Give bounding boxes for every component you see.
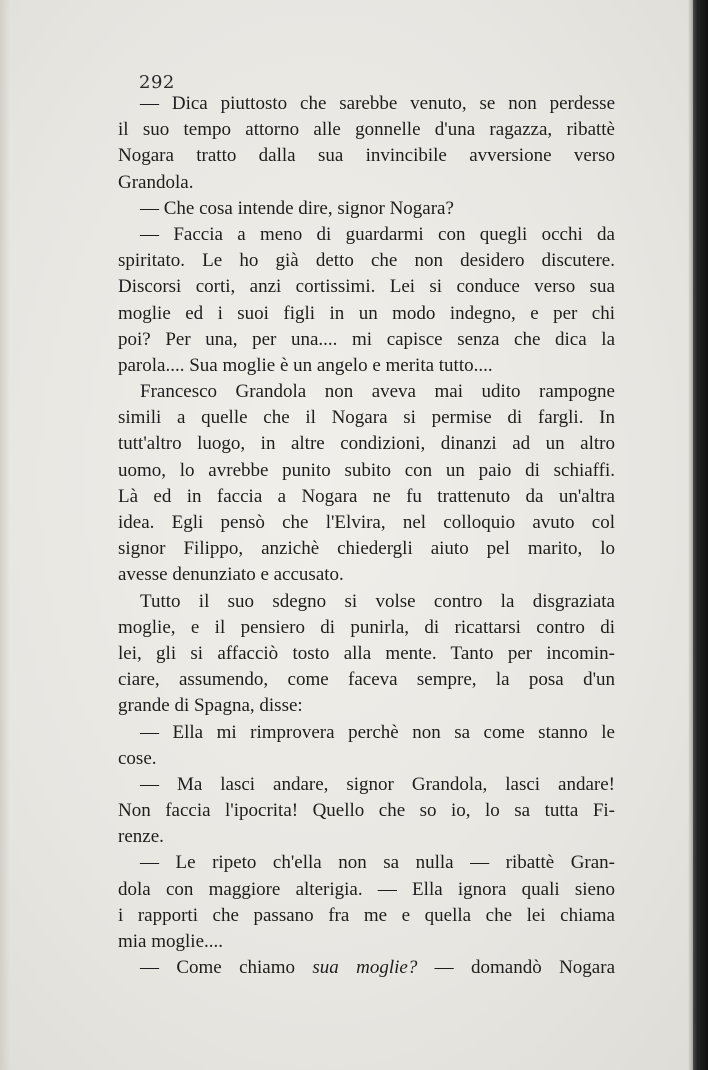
text-line: — Dica piuttosto che sarebbe venuto, se non perdesse	[140, 93, 615, 114]
text-line: Discorsi corti, anzi cortissimi. Lei si conduce verso sua	[118, 276, 615, 298]
paragraph	[118, 720, 615, 772]
text-line: — Ma lasci andare, signor Grandola, lasci andare!	[140, 773, 615, 795]
text-line: renze.	[118, 826, 164, 848]
text-line: dola con maggiore alterigia. — Ella ignora quali sieno	[118, 878, 615, 900]
text-line: — Le ripeto ch'ella non sa nulla — ribattè Gran-	[140, 852, 615, 874]
text-line: poi? Per una, per una.... mi capisce senza che dica la	[118, 328, 615, 350]
text-line: i rapporti che passano fra me e quella che lei chiama	[118, 904, 615, 926]
final-line-italic: sua moglie?	[312, 957, 418, 979]
text-line: Là ed in faccia a Nogara ne fu trattenuto da un'altra	[118, 485, 615, 507]
final-line-before: — Come chiamo	[140, 957, 313, 979]
page-edge-shadow	[0, 0, 10, 1070]
text-line: spiritato. Le ho già detto che non desidero discutere.	[118, 250, 615, 272]
text-line-final	[118, 955, 615, 981]
paragraph	[118, 222, 615, 379]
paragraph	[118, 589, 615, 720]
text-line: moglie ed i suoi figli in un modo indegno, e per chi	[118, 302, 615, 324]
text-line: Grandola.	[118, 171, 194, 193]
paragraph	[118, 772, 615, 851]
text-line: simili a quelle che il Nogara si permise di fargli. In	[118, 407, 615, 429]
final-line-after: — domandò Nogara	[417, 957, 615, 979]
text-line: Nogara tratto dalla sua invincibile avversione verso	[118, 145, 615, 167]
book-binding-edge	[693, 0, 708, 1070]
text-line: idea. Egli pensò che l'Elvira, nel colloquio avuto col	[118, 512, 615, 533]
text-line: signor Filippo, anzichè chiedergli aiuto pel marito, lo	[118, 538, 615, 560]
text-line: Non faccia l'ipocrita! Quello che so io, lo sa tutta Fi-	[118, 800, 615, 822]
text-line: — Faccia a meno di guardarmi con quegli occhi da	[140, 223, 615, 245]
paragraph	[118, 850, 615, 955]
text-line: ciare, assumendo, come faceva sempre, la posa d'un	[118, 669, 615, 691]
text-line: grande di Spagna, disse:	[118, 695, 303, 717]
paragraph	[118, 91, 615, 196]
text-line: Francesco Grandola non aveva mai udito rampogne	[140, 381, 615, 403]
text-line: cose.	[118, 747, 157, 769]
text-line: mia moglie....	[118, 931, 224, 952]
text-line: parola.... Sua moglie è un angelo e merita tutto....	[118, 354, 493, 376]
text-line: il suo tempo attorno alle gonnelle d'una ragazza, ribattè	[118, 119, 615, 141]
text-line: tutt'altro luogo, in altre condizioni, dinanzi ad un altro	[118, 433, 615, 455]
paragraph	[118, 196, 615, 222]
text-line: moglie, e il pensiero di punirla, di ricattarsi contro di	[118, 616, 615, 638]
text-line: — Ella mi rimprovera perchè non sa come stanno le	[140, 721, 615, 743]
text-line: uomo, lo avrebbe punito subito con un paio di schiaffi.	[118, 459, 615, 481]
text-line: — Che cosa intende dire, signor Nogara?	[140, 197, 454, 219]
text-line: avesse denunziato e accusato.	[118, 564, 344, 586]
text-line: Tutto il suo sdegno si volse contro la disgraziata	[140, 590, 615, 612]
page-number: 292	[139, 72, 175, 93]
paragraph	[118, 379, 615, 589]
text-line: lei, gli si affacciò tosto alla mente. Tanto per incomin-	[118, 642, 615, 664]
body-text	[118, 91, 615, 981]
